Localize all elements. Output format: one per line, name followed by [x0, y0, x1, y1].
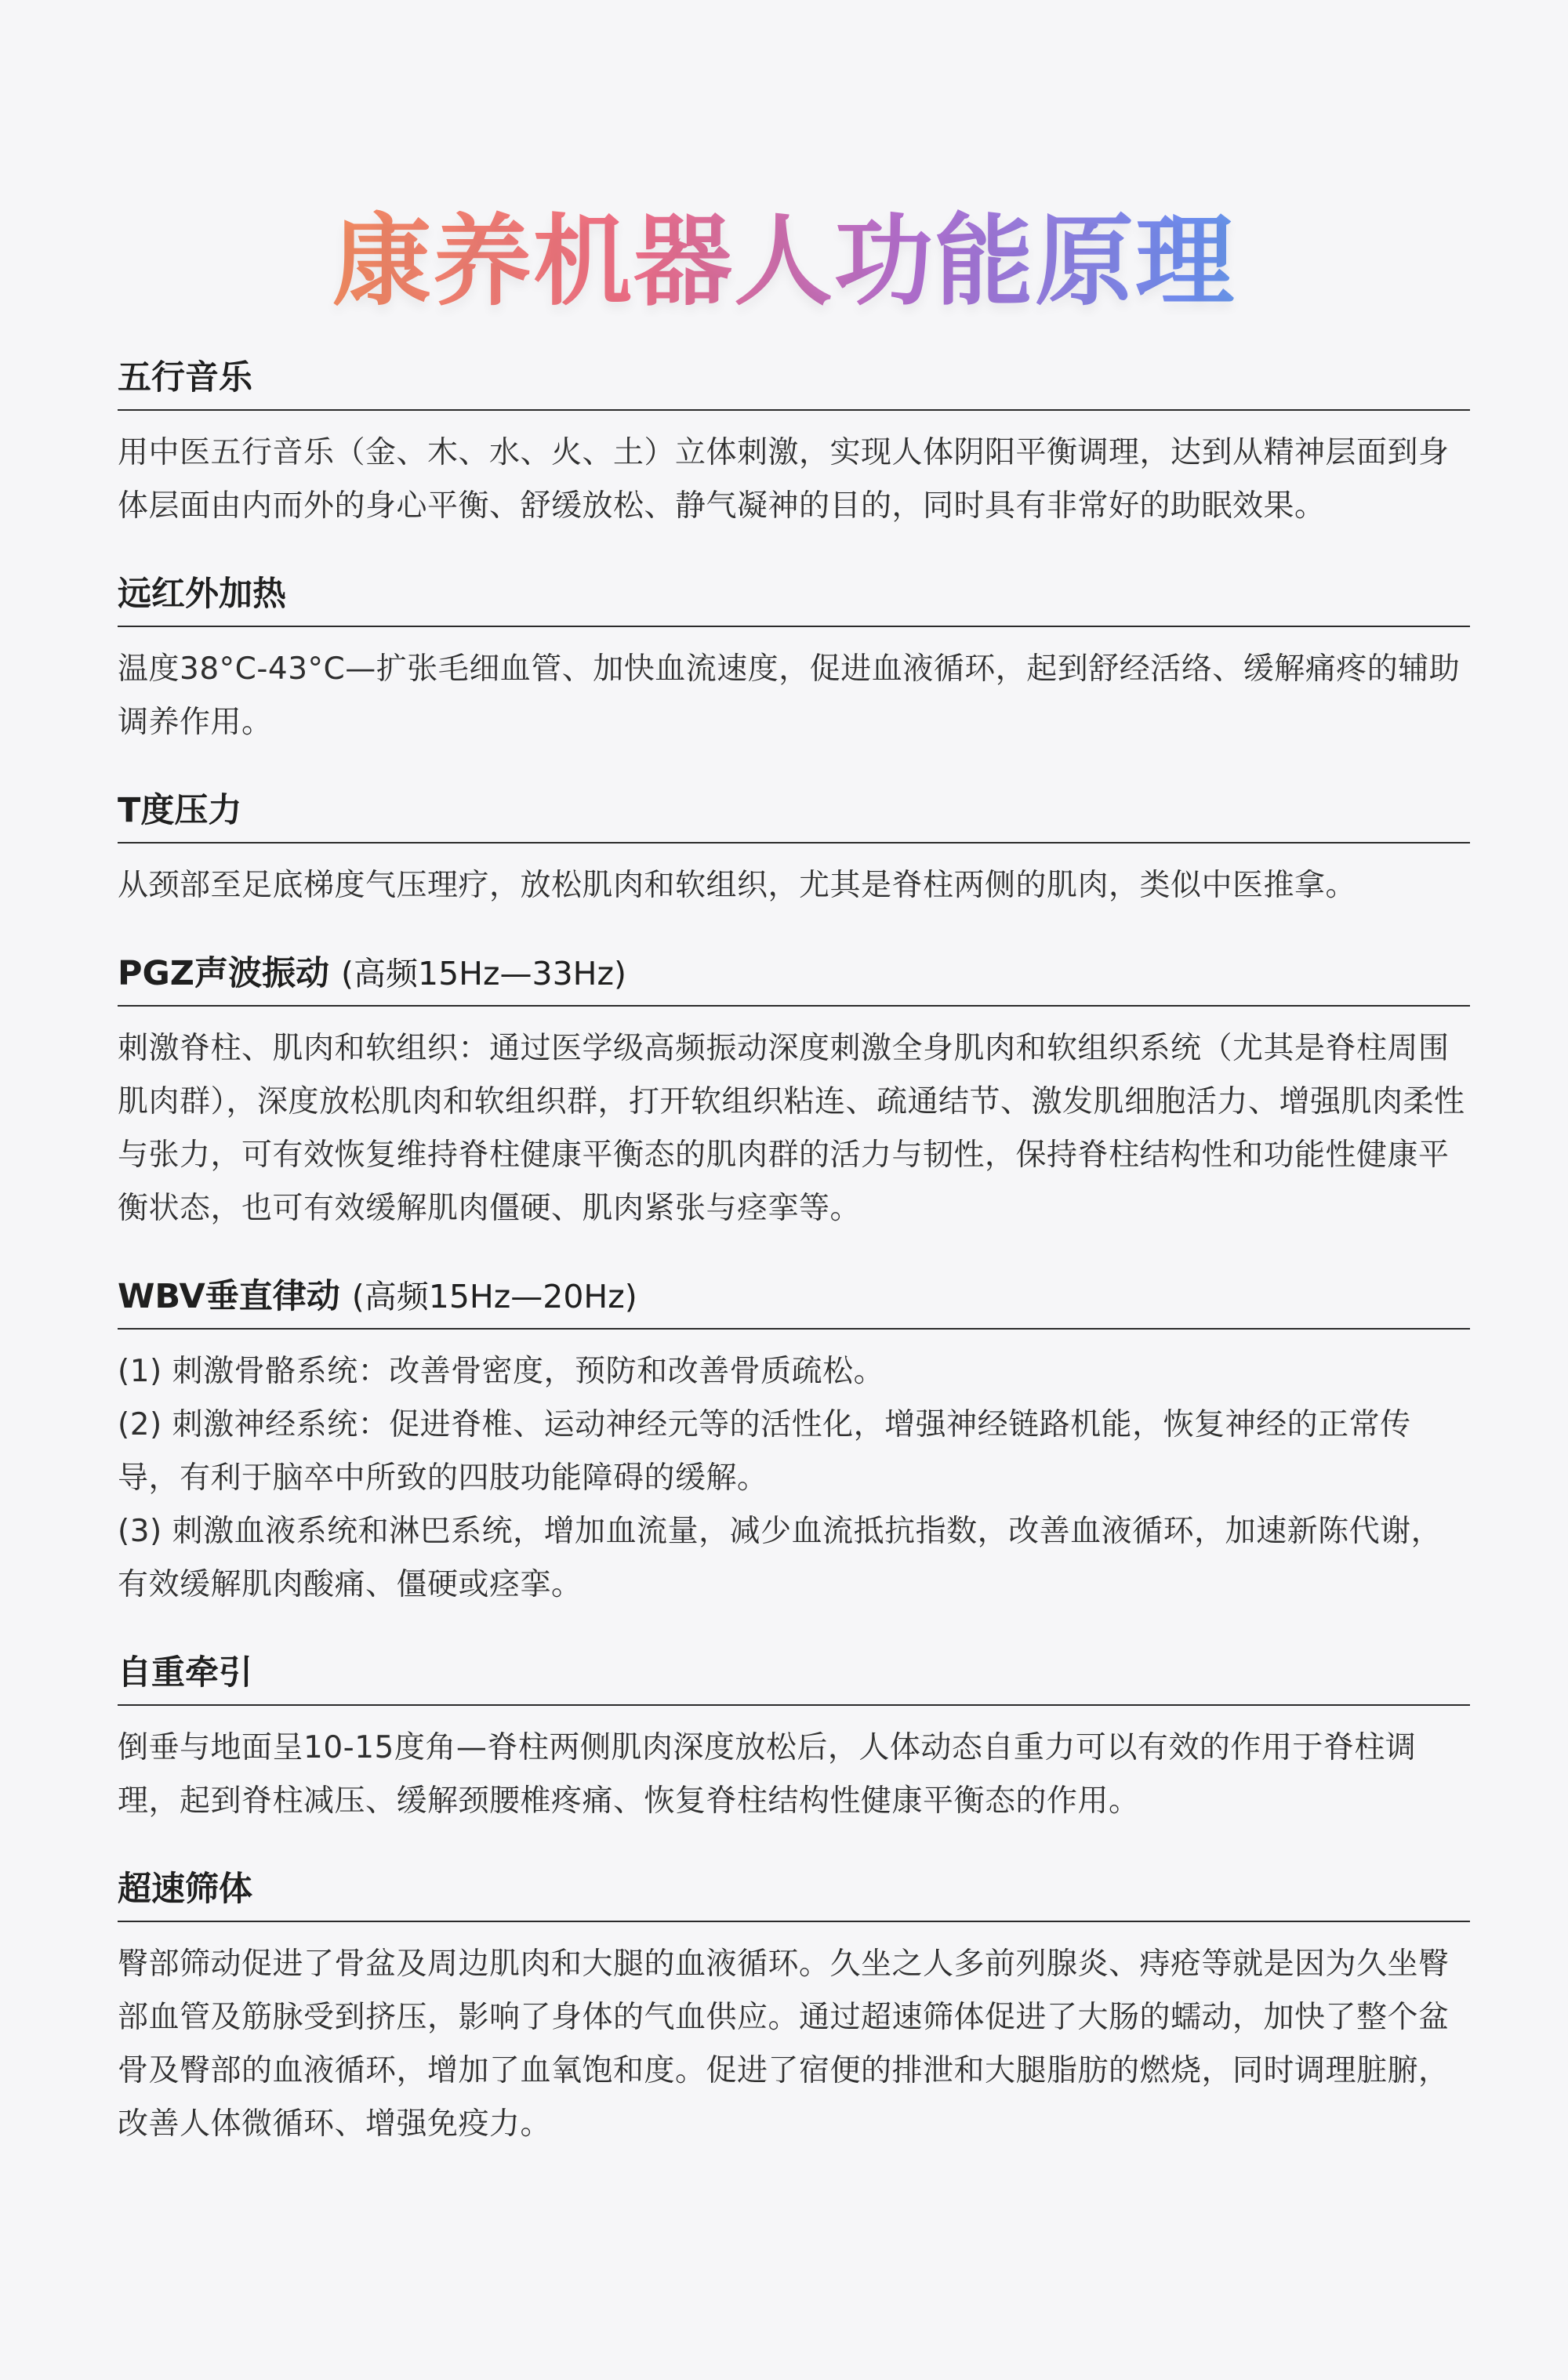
section-body [118, 1938, 1470, 2151]
section-paragraph: (2) 刺激神经系统：促进脊椎、运动神经元等的活性化，增强神经链路机能，恢复神经的正常传导，有利于脑卒中所致的四肢功能障碍的缓解。 [118, 1407, 1411, 1496]
section-heading-text: 五行音乐 [118, 358, 252, 397]
section-wuxing-music [118, 353, 1470, 533]
section-body [118, 1022, 1470, 1235]
section-paragraph: 倒垂与地面呈10-15度角—脊柱两侧肌肉深度放松后，人体动态自重力可以有效的作用于脊柱调理，起到脊柱减压、缓解颈腰椎疼痛、恢复脊柱结构性健康平衡态的作用。 [118, 1730, 1417, 1819]
section-wbv-vertical-rhythm [118, 1272, 1470, 1612]
section-heading-text: 自重牵引 [118, 1653, 252, 1692]
section-body [118, 1722, 1470, 1828]
section-paragraph: (3) 刺激血液系统和淋巴系统，增加血流量，减少血流抵抗指数，改善血液循环，加速新陈代谢，有效缓解肌肉酸痛、僵硬或痉挛。 [118, 1514, 1443, 1602]
section-heading-note: (高频15Hz—33Hz) [340, 955, 627, 992]
section-paragraph: 臀部筛动促进了骨盆及周边肌肉和大腿的血液循环。久坐之人多前列腺炎、痔疮等就是因为久坐臀部血管及筋脉受到挤压，影响了身体的气血供应。通过超速筛体促进了大肠的蠕动，加快了整个盆骨及臀部的血液循环，增加了血氧饱和度。促进了宿便的排泄和大腿脂肪的燃烧，同时调理脏腑，改善人体微循环、增强免疫力。 [118, 1946, 1450, 2142]
section-heading [118, 1272, 1470, 1330]
section-body [118, 859, 1470, 912]
section-ultra-sieve [118, 1864, 1470, 2151]
section-paragraph: 用中医五行音乐（金、木、水、火、土）立体刺激，实现人体阴阳平衡调理，达到从精神层面到身体层面由内而外的身心平衡、舒缓放松、静气凝神的目的，同时具有非常好的助眠效果。 [118, 435, 1450, 524]
section-heading [118, 1648, 1470, 1706]
section-pgz-sonic-vibration [118, 949, 1470, 1235]
section-heading-text: PGZ声波振动 [118, 954, 329, 993]
section-heading-text: 远红外加热 [118, 575, 286, 614]
section-heading-note: (高频15Hz—20Hz) [351, 1278, 637, 1315]
section-heading [118, 1864, 1470, 1922]
section-t-pressure [118, 785, 1470, 912]
section-paragraph: 从颈部至足底梯度气压理疗，放松肌肉和软组织，尤其是脊柱两侧的肌肉，类似中医推拿。 [118, 868, 1357, 903]
section-body [118, 426, 1470, 533]
section-heading-text: T度压力 [118, 791, 242, 830]
section-paragraph: (1) 刺激骨骼系统：改善骨密度，预防和改善骨质疏松。 [118, 1354, 885, 1389]
page-title: 康养机器人功能原理 [0, 191, 1568, 332]
section-body [118, 643, 1470, 749]
section-far-infrared-heating [118, 569, 1470, 749]
section-paragraph: 温度38°C-43°C—扩张毛细血管、加快血流速度，促进血液循环，起到舒经活络、缓解痛疼的辅助调养作用。 [118, 651, 1461, 740]
sections [118, 353, 1470, 2187]
section-heading [118, 353, 1470, 411]
section-heading [118, 569, 1470, 627]
section-heading-text: 超速筛体 [118, 1870, 252, 1909]
section-heading-text: WBV垂直律动 [118, 1277, 340, 1316]
section-paragraph: 刺激脊柱、肌肉和软组织：通过医学级高频振动深度刺激全身肌肉和软组织系统（尤其是脊柱周围肌肉群），深度放松肌肉和软组织群，打开软组织粘连、疏通结节、激发肌细胞活力、增强肌肉柔性与张力，可有效恢复维持脊柱健康平衡态的肌肉群的活力与韧性，保持脊柱结构性和功能性健康平衡状态，也可有效缓解肌肉僵硬、肌肉紧张与痉挛等。 [118, 1031, 1465, 1226]
section-heading [118, 949, 1470, 1007]
section-heading [118, 785, 1470, 844]
section-body [118, 1345, 1470, 1612]
section-self-weight-traction [118, 1648, 1470, 1828]
